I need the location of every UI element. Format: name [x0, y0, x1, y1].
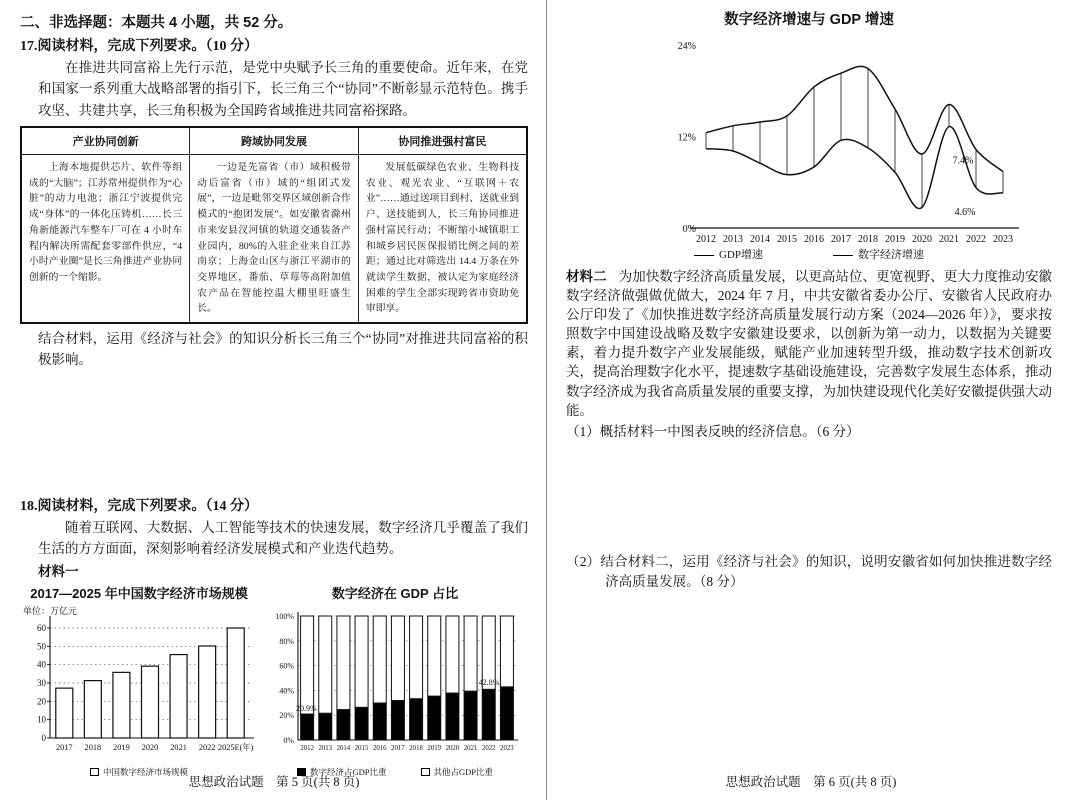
- material-one-charts: [20, 584, 528, 778]
- svg-text:2018: 2018: [84, 743, 102, 753]
- growth-legend-label-digital: 数字经济增速: [858, 249, 924, 262]
- svg-text:2014: 2014: [750, 234, 770, 246]
- svg-text:2021: 2021: [939, 234, 959, 246]
- svg-text:2019: 2019: [113, 743, 130, 753]
- q18-subquestion-2: （2）结合材料二，运用《经济与社会》的知识，说明安徽省如何加快推进数字经济高质量发展。（8 分）: [566, 554, 1052, 590]
- svg-text:2017: 2017: [831, 234, 851, 246]
- gdp-share-chart-title: 数字经济在 GDP 占比: [331, 585, 459, 601]
- material-one-label: 材料一: [38, 563, 79, 579]
- q18-sub1-answer-space: [566, 443, 1052, 551]
- svg-text:2022: 2022: [966, 234, 986, 246]
- growth-legend-label-gdp: GDP增速: [718, 249, 763, 262]
- svg-text:20: 20: [37, 696, 46, 707]
- svg-text:0%: 0%: [283, 736, 294, 746]
- svg-text:单位：万亿元: 单位：万亿元: [23, 606, 78, 617]
- table-header-row: [21, 127, 527, 155]
- svg-text:2018: 2018: [858, 234, 878, 246]
- page-divider: [546, 0, 547, 800]
- table-header-rural-enrichment: 协同推进强村富民: [358, 127, 527, 155]
- page-5-footer: 思想政治试题 第 5 页(共 8 页): [188, 775, 360, 789]
- gdp-share-legend-label-digital: 数字经济占GDP比重: [309, 767, 387, 778]
- table-cell-industry-synergy: 上海本地提供芯片、软件等组成的“大脑”；江苏常州提供作为“心脏”的动力电池；浙江宁波提供完成“身体”的一体化压铸机……长三角新能源汽车整车厂可在 4 小时车程内解决所需配套零部件供应，“4 小时产业圈”是长三角推进产业协同创新的一个缩影。: [21, 155, 190, 323]
- svg-text:7.4%: 7.4%: [952, 155, 974, 167]
- svg-text:50: 50: [37, 641, 46, 652]
- svg-text:40: 40: [37, 659, 46, 670]
- q17-material-table: [20, 126, 528, 324]
- market-size-legend-label: 中国数字经济市场规模: [102, 767, 188, 778]
- gdp-share-chart: [266, 586, 524, 778]
- svg-text:4.6%: 4.6%: [954, 207, 976, 219]
- gdp-share-legend-label-other: 其他占GDP比重: [433, 767, 494, 778]
- svg-text:2021: 2021: [170, 743, 187, 753]
- section-header: 二、非选择题：本题共 4 小题，共 52 分。: [20, 15, 293, 31]
- q17-intro: 在推进共同富裕上先行示范，是党中央赋予长三角的重要使命。近年来，在党和国家一系列重大战略部署的指引下，长三角三个“协同”不断彰显示范特色。携手攻坚、共建共享，长三角积极为全国跨省域推进共同富裕探路。: [38, 60, 528, 118]
- growth-chart-title: 数字经济增速与 GDP 增速: [724, 12, 894, 28]
- svg-text:20.9%: 20.9%: [296, 704, 317, 714]
- svg-text:20%: 20%: [279, 711, 294, 721]
- svg-text:2016: 2016: [372, 745, 387, 753]
- table-header-industry-synergy: 产业协同创新: [21, 127, 190, 155]
- svg-text:2017: 2017: [391, 745, 405, 753]
- svg-text:0: 0: [41, 733, 46, 744]
- svg-text:80%: 80%: [279, 637, 294, 647]
- svg-text:2023: 2023: [993, 234, 1013, 246]
- svg-text:2019: 2019: [427, 745, 442, 753]
- svg-text:12%: 12%: [677, 132, 696, 144]
- svg-text:60%: 60%: [279, 661, 294, 671]
- market-size-chart-title: 2017—2025 年中国数字经济市场规模: [30, 585, 248, 601]
- svg-text:2014: 2014: [336, 745, 351, 753]
- svg-text:2025E(年): 2025E(年): [217, 743, 254, 753]
- svg-text:2020: 2020: [445, 745, 460, 753]
- svg-text:60: 60: [37, 623, 46, 634]
- market-size-chart-canvas: [20, 602, 258, 766]
- material-two-text: 为加快数字经济高质量发展，以更高站位、更宽视野、更大力度推动安徽数字经济做强做优做大，2024 年 7 月，中共安徽省委办公厅、安徽省人民政府办公厅印发了《加快推进数字经济高质量发展行动方案（2024—2026 年）》，要求按照数字中国建设战略及数字安徽建设要求，以创新为第一动力，以数据为关键要素，着力提升数字产业发展能级，赋能产业加速转型升级，推动数字技术创新攻关，提高治理数字化水平，提速数字基础设施建设，完善数字发展生态体系，推动数字经济成为我省高质量发展的重要支撑，为加快建设现代化美好安徽提供强大动能。: [566, 268, 1053, 418]
- page-5: [20, 0, 528, 800]
- q17-title: 17.阅读材料，完成下列要求。（10 分）: [20, 38, 258, 54]
- material-two: [566, 267, 1052, 420]
- svg-text:2018: 2018: [409, 745, 423, 753]
- table-cell-rural-enrichment: 发展低碳绿色农业、生物科技农业、观光农业、“互联网＋农业”……通过送项目到村、送就业到户、送技能到人，长三角协同推进强村富民行动；不断缩小城镇职工和城乡居民医保报销比例之间的差距；通过比对筛选出 14.4 万条在外就读学生数据，被认定为家庭经济困难的学生全部实现跨省市资助免审即享。: [358, 155, 527, 323]
- svg-text:2013: 2013: [318, 745, 333, 753]
- svg-text:2019: 2019: [885, 234, 905, 246]
- q18-title: 18.阅读材料，完成下列要求。（14 分）: [20, 498, 258, 514]
- line-swatch: [694, 255, 714, 256]
- svg-text:2012: 2012: [300, 745, 314, 753]
- svg-text:2015: 2015: [777, 234, 797, 246]
- q18-intro: 随着互联网、大数据、人工智能等技术的快速发展，数字经济几乎覆盖了我们生活的方方面面，深刻影响着经济发展模式和产业迭代趋势。: [38, 520, 528, 557]
- growth-chart-canvas: [566, 31, 1052, 249]
- growth-chart-legend: [566, 249, 1052, 262]
- q17-question: 结合材料，运用《经济与社会》的知识分析长三角三个“协同”对推进共同富裕的积极影响。: [38, 330, 528, 368]
- svg-text:10: 10: [37, 714, 46, 725]
- svg-text:2020: 2020: [141, 743, 159, 753]
- svg-text:2020: 2020: [912, 234, 932, 246]
- svg-text:2015: 2015: [354, 745, 369, 753]
- svg-text:2021: 2021: [463, 745, 478, 753]
- page-6-footer: 思想政治试题 第 6 页(共 8 页): [725, 775, 897, 789]
- page-6: [566, 0, 1056, 800]
- svg-text:2023: 2023: [500, 745, 514, 753]
- svg-text:30: 30: [37, 678, 46, 689]
- q17-answer-space: [20, 372, 528, 496]
- svg-text:0%: 0%: [682, 224, 696, 236]
- svg-text:42.8%: 42.8%: [478, 678, 500, 688]
- svg-text:2022: 2022: [198, 743, 216, 753]
- table-cell-crossregion-synergy: 一边是先富省（市）域积极带动后富省（市）域的“组团式发展”，一边是毗邻交界区域创新合作模式的“抱团发展”。如安徽省滁州市来安县汊河镇的轨道交通装备产业园内，80%的入驻企业来自江苏南京；上海金山区与浙江平湖市的交界地区，番茄、草莓等高附加值农产品在智能控温大棚里旺盛生长。: [190, 155, 359, 323]
- table-body-row: [21, 155, 527, 323]
- svg-text:2022: 2022: [481, 745, 496, 753]
- svg-text:24%: 24%: [677, 41, 696, 53]
- svg-text:2017: 2017: [55, 743, 73, 753]
- svg-text:100%: 100%: [275, 612, 294, 622]
- gdp-share-chart-canvas: [266, 602, 524, 766]
- material-two-label: 材料二: [566, 268, 607, 284]
- svg-text:2013: 2013: [723, 234, 743, 246]
- svg-text:2012: 2012: [696, 234, 716, 246]
- svg-text:40%: 40%: [279, 686, 294, 696]
- table-header-crossregion-synergy: 跨域协同发展: [190, 127, 359, 155]
- line-swatch: [833, 255, 853, 256]
- market-size-chart: [20, 586, 258, 778]
- svg-text:2016: 2016: [804, 234, 824, 246]
- q18-subquestion-1: （1）概括材料一中图表反映的经济信息。（6 分）: [566, 423, 860, 439]
